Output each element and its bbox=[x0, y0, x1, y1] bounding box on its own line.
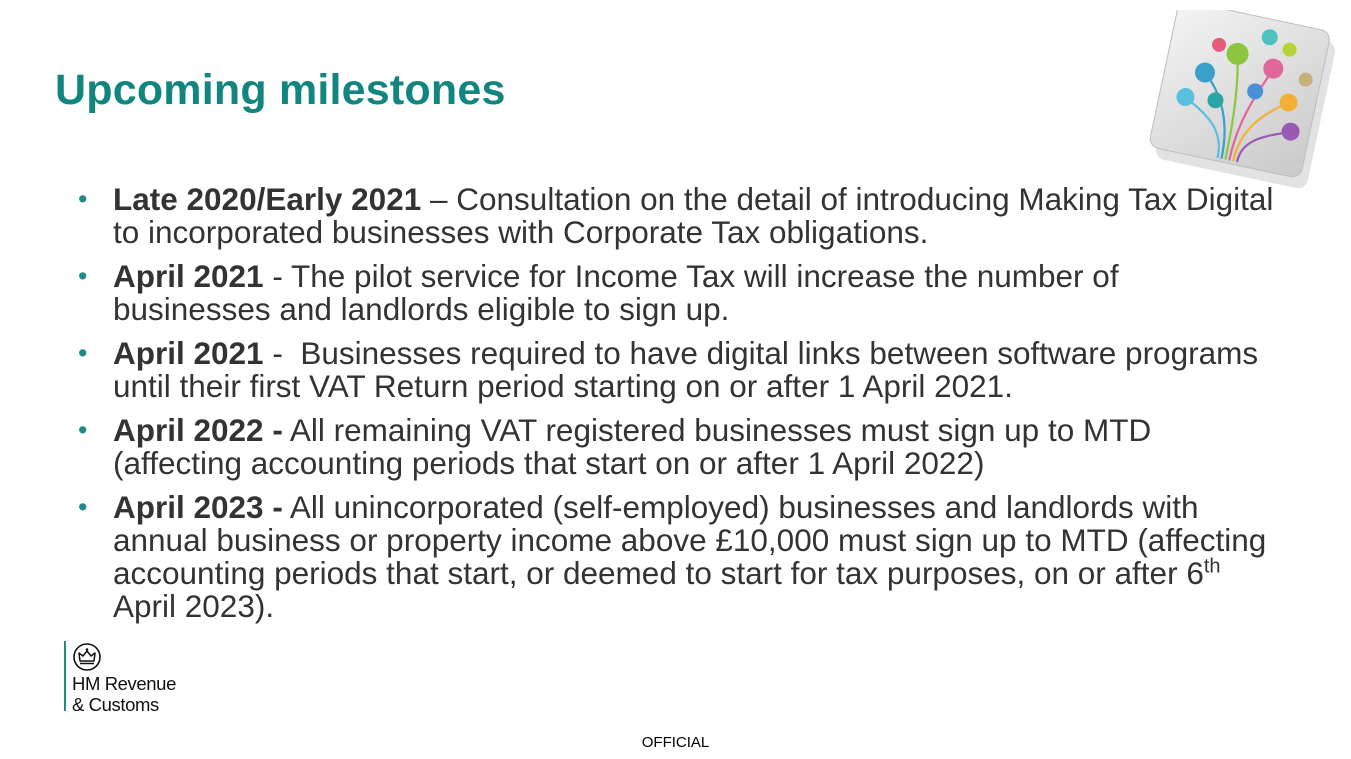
milestone-date: April 2021 bbox=[113, 258, 264, 294]
bullet-icon: • bbox=[78, 492, 88, 522]
page-title: Upcoming milestones bbox=[55, 66, 506, 114]
milestone-date: April 2023 - bbox=[113, 489, 283, 525]
list-item bbox=[78, 491, 1278, 623]
milestone-text-end: April 2023). bbox=[113, 588, 275, 624]
list-item bbox=[78, 183, 1278, 249]
list-item bbox=[78, 414, 1278, 480]
list-item bbox=[78, 337, 1278, 403]
bullet-icon: • bbox=[78, 415, 88, 445]
milestone-text: Businesses required to have digital links between software programs until their first VAT Return period starting on or after 1 April 2021. bbox=[113, 335, 1259, 404]
ordinal-superscript: th bbox=[1203, 555, 1221, 578]
milestone-text: The pilot service for Income Tax will increase the number of businesses and landlords eligible to sign up. bbox=[113, 258, 1119, 327]
milestone-date: April 2022 - bbox=[113, 412, 283, 448]
milestone-date: April 2021 bbox=[113, 335, 264, 371]
milestone-list bbox=[78, 183, 1278, 634]
hmrc-logo bbox=[64, 641, 176, 715]
list-item bbox=[78, 260, 1278, 326]
milestone-separator: – bbox=[421, 181, 457, 217]
milestone-text: All remaining VAT registered businesses must sign up to MTD (affecting accounting periods that start on or after 1 April 2022) bbox=[113, 412, 1152, 481]
bullet-icon: • bbox=[78, 261, 88, 291]
milestone-text: All unincorporated (self-employed) businesses and landlords with annual business or property income above £10,000 must sign up to MTD (affecting accounting periods that start, or deemed to start for tax purposes, on or after 6 bbox=[113, 489, 1267, 591]
bullet-icon: • bbox=[78, 338, 88, 368]
digital-tablet-tree-icon bbox=[1138, 10, 1338, 188]
milestone-separator bbox=[283, 412, 290, 448]
bullet-icon: • bbox=[78, 184, 88, 214]
classification-footer: OFFICIAL bbox=[641, 734, 710, 751]
milestone-date: Late 2020/Early 2021 bbox=[113, 181, 422, 217]
milestone-separator: - bbox=[263, 335, 301, 371]
milestone-text: Consultation on the detail of introducing Making Tax Digital to incorporated businesses with Corporate Tax obligations. bbox=[113, 181, 1274, 250]
logo-text-line1: HM Revenue bbox=[72, 673, 176, 694]
logo-text-line2: & Customs bbox=[72, 694, 159, 715]
milestone-separator: - bbox=[263, 258, 292, 294]
crown-crest-icon bbox=[72, 642, 102, 672]
milestone-separator bbox=[283, 489, 290, 525]
